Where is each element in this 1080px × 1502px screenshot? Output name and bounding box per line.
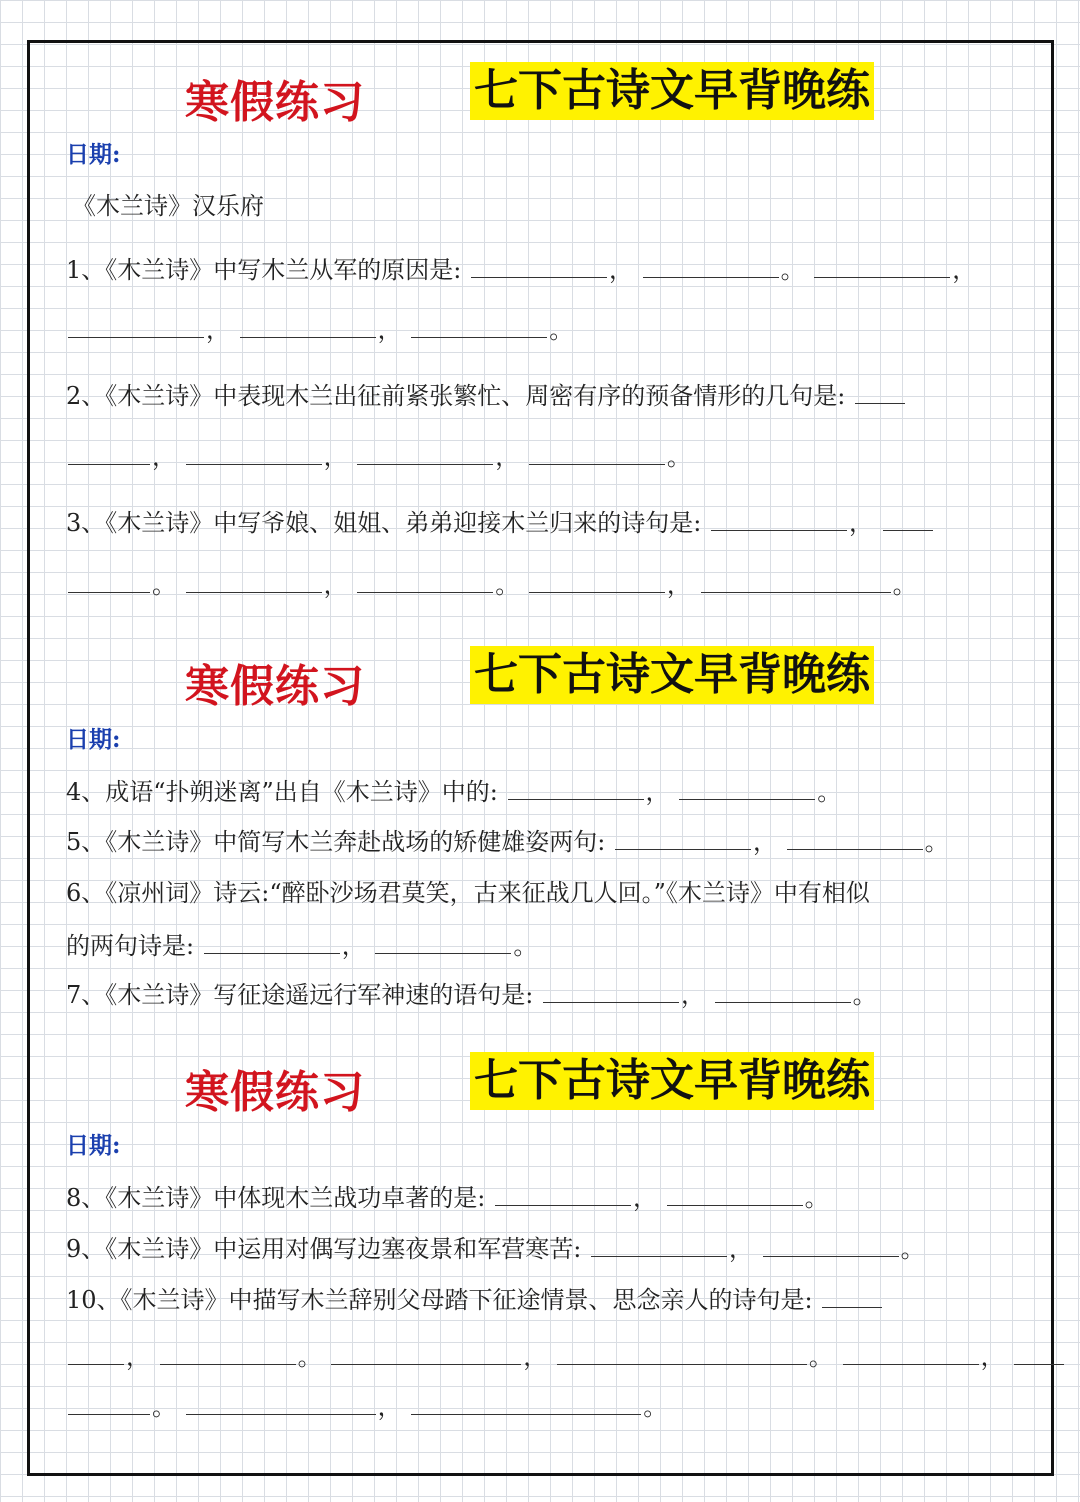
- period: 。: [852, 981, 877, 1009]
- answer-blank[interactable]: [68, 442, 150, 465]
- question-9-text: 9、《木兰诗》中运用对偶写边塞夜景和军营寒苦:: [66, 1235, 582, 1263]
- comma: ，: [609, 256, 633, 284]
- question-5-text: 5、《木兰诗》中简写木兰奔赴战场的矫健雄姿两句:: [66, 828, 606, 856]
- answer-blank[interactable]: [204, 931, 340, 954]
- answer-blank[interactable]: [471, 255, 607, 278]
- question-10-continued: [66, 1337, 1066, 1372]
- poetry-practice-title: 七下古诗文早背晚练: [470, 646, 874, 704]
- comma: ，: [980, 1343, 1005, 1371]
- question-8: [66, 1178, 829, 1213]
- comma: ，: [152, 443, 176, 471]
- answer-blank[interactable]: [1014, 1342, 1064, 1365]
- answer-blank[interactable]: [495, 1183, 631, 1206]
- comma: ，: [681, 981, 705, 1009]
- answer-blank[interactable]: [701, 570, 891, 593]
- question-2: [66, 376, 907, 411]
- question-6: [66, 873, 870, 908]
- period: 。: [152, 571, 176, 599]
- period: 。: [892, 571, 917, 599]
- answer-blank[interactable]: [529, 442, 665, 465]
- question-10-continued-2: [66, 1387, 667, 1422]
- question-6-text: 6、《凉州词》诗云:“醉卧沙场君莫笑，古来征战几人回。”《木兰诗》中有相似: [66, 879, 870, 907]
- answer-blank[interactable]: [855, 381, 905, 404]
- question-1-text: 1、《木兰诗》中写木兰从军的原因是:: [66, 256, 462, 284]
- comma: ，: [206, 316, 230, 344]
- answer-blank[interactable]: [643, 255, 779, 278]
- period: 。: [666, 443, 691, 471]
- comma: ，: [495, 443, 520, 471]
- answer-blank[interactable]: [68, 1342, 124, 1365]
- answer-blank[interactable]: [375, 931, 511, 954]
- answer-blank[interactable]: [814, 255, 950, 278]
- answer-blank[interactable]: [615, 827, 751, 850]
- answer-blank[interactable]: [763, 1234, 899, 1257]
- comma: ，: [377, 316, 402, 344]
- answer-blank[interactable]: [591, 1234, 727, 1257]
- question-3: [66, 503, 935, 538]
- period: 。: [780, 256, 805, 284]
- answer-blank[interactable]: [160, 1342, 296, 1365]
- question-2-text: 2、《木兰诗》中表现木兰出征前紧张繁忙、周密有序的预备情形的几句是:: [66, 382, 846, 410]
- date-label: 日期:: [66, 141, 121, 168]
- period: 。: [297, 1343, 322, 1371]
- comma: ，: [729, 1235, 753, 1263]
- period: 。: [804, 1184, 829, 1212]
- question-1: [66, 250, 976, 285]
- winter-practice-title: 寒假练习: [185, 1067, 365, 1118]
- comma: ，: [341, 932, 366, 960]
- comma: ，: [323, 443, 348, 471]
- answer-blank[interactable]: [787, 827, 923, 850]
- date-label: 日期:: [66, 726, 121, 753]
- poem-subtitle: 《木兰诗》汉乐府: [72, 192, 264, 220]
- comma: ，: [645, 778, 670, 806]
- question-7-text: 7、《木兰诗》写征途遥远行军神速的语句是:: [66, 981, 534, 1009]
- question-10-text: 10、《木兰诗》中描写木兰辞别父母踏下征途情景、思念亲人的诗句是:: [66, 1286, 813, 1314]
- answer-blank[interactable]: [843, 1342, 979, 1365]
- winter-practice-title: 寒假练习: [185, 661, 365, 712]
- answer-blank[interactable]: [240, 315, 376, 338]
- period: 。: [549, 316, 574, 344]
- answer-blank[interactable]: [186, 1392, 376, 1415]
- question-10: [66, 1280, 884, 1315]
- period: 。: [152, 1393, 176, 1421]
- comma: ，: [377, 1393, 402, 1421]
- question-2-continued: [66, 437, 691, 472]
- answer-blank[interactable]: [68, 315, 204, 338]
- answer-blank[interactable]: [529, 570, 665, 593]
- answer-blank[interactable]: [411, 315, 547, 338]
- poetry-practice-title: 七下古诗文早背晚练: [470, 1052, 874, 1110]
- question-6-continued: [66, 926, 537, 961]
- poetry-practice-title: 七下古诗文早背晚练: [470, 62, 874, 120]
- question-6-text-cont: 的两句诗是:: [66, 932, 195, 960]
- answer-blank[interactable]: [667, 1183, 803, 1206]
- period: 。: [495, 571, 520, 599]
- comma: ，: [126, 1343, 150, 1371]
- section-header-1: [0, 62, 1080, 128]
- answer-blank[interactable]: [822, 1285, 882, 1308]
- comma: ，: [952, 256, 977, 284]
- answer-blank[interactable]: [68, 1392, 150, 1415]
- section-header-2: [0, 646, 1080, 712]
- question-1-continued: [66, 310, 573, 345]
- period: 。: [900, 1235, 925, 1263]
- question-7: [66, 975, 877, 1010]
- question-9: [66, 1229, 925, 1264]
- question-4: [66, 772, 841, 807]
- comma: ，: [849, 509, 873, 537]
- question-4-text: 4、成语“扑朔迷离”出自《木兰诗》中的:: [66, 778, 498, 806]
- answer-blank[interactable]: [711, 508, 847, 531]
- answer-blank[interactable]: [357, 442, 493, 465]
- answer-blank[interactable]: [557, 1342, 807, 1365]
- answer-blank[interactable]: [715, 980, 851, 1003]
- answer-blank[interactable]: [508, 777, 644, 800]
- period: 。: [513, 932, 538, 960]
- answer-blank[interactable]: [543, 980, 679, 1003]
- answer-blank[interactable]: [883, 508, 933, 531]
- answer-blank[interactable]: [357, 570, 493, 593]
- period: 。: [924, 828, 949, 856]
- answer-blank[interactable]: [679, 777, 815, 800]
- period: 。: [808, 1343, 833, 1371]
- comma: ，: [523, 1343, 548, 1371]
- question-3-text: 3、《木兰诗》中写爷娘、姐姐、弟弟迎接木兰归来的诗句是:: [66, 509, 702, 537]
- section-header-3: [0, 1052, 1080, 1118]
- winter-practice-title: 寒假练习: [185, 77, 365, 128]
- comma: ，: [753, 828, 777, 856]
- comma: ，: [633, 1184, 657, 1212]
- answer-blank[interactable]: [68, 570, 150, 593]
- answer-blank[interactable]: [186, 442, 322, 465]
- question-3-continued: [66, 565, 917, 600]
- answer-blank[interactable]: [411, 1392, 641, 1415]
- answer-blank[interactable]: [186, 570, 322, 593]
- period: 。: [817, 778, 842, 806]
- question-8-text: 8、《木兰诗》中体现木兰战功卓著的是:: [66, 1184, 486, 1212]
- answer-blank[interactable]: [331, 1342, 521, 1365]
- date-label: 日期:: [66, 1132, 121, 1159]
- comma: ，: [323, 571, 348, 599]
- period: 。: [643, 1393, 668, 1421]
- comma: ，: [666, 571, 691, 599]
- question-5: [66, 822, 949, 857]
